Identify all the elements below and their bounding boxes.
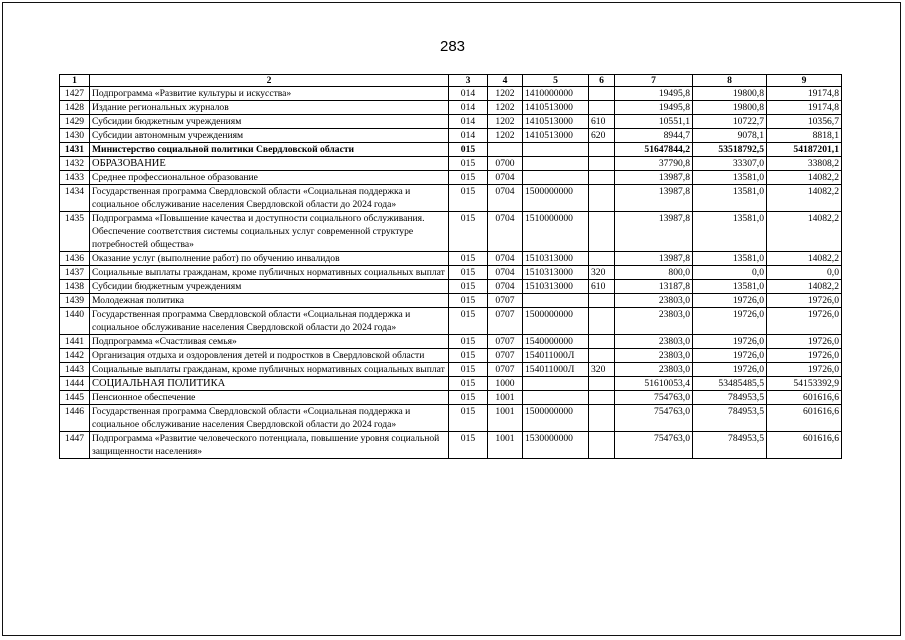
row-value-8: 19800,8	[693, 101, 767, 115]
row-code-target: 1410513000	[523, 115, 589, 129]
row-code-type	[589, 143, 615, 157]
row-value-7: 10551,1	[615, 115, 693, 129]
row-code-ministry: 015	[449, 308, 488, 335]
row-name: Государственная программа Свердловской области «Социальная поддержка и социальное обслуживание населения Свердловской области до 2024 года»	[90, 185, 449, 212]
row-number: 1433	[60, 171, 90, 185]
row-code-ministry: 015	[449, 405, 488, 432]
row-number: 1442	[60, 349, 90, 363]
row-code-section: 1001	[488, 391, 523, 405]
row-code-ministry: 015	[449, 335, 488, 349]
row-code-ministry: 014	[449, 101, 488, 115]
row-value-8: 19800,8	[693, 87, 767, 101]
row-value-9: 14082,2	[767, 171, 842, 185]
row-name: Оказание услуг (выполнение работ) по обучению инвалидов	[90, 252, 449, 266]
table-row	[60, 143, 842, 157]
row-code-section: 0707	[488, 363, 523, 377]
row-value-7: 23803,0	[615, 294, 693, 308]
row-code-section: 1000	[488, 377, 523, 391]
row-value-8: 13581,0	[693, 252, 767, 266]
row-code-section: 0707	[488, 308, 523, 335]
row-code-target: 1410513000	[523, 129, 589, 143]
row-code-ministry: 014	[449, 87, 488, 101]
row-value-7: 23803,0	[615, 335, 693, 349]
table-row	[60, 171, 842, 185]
row-value-9: 0,0	[767, 266, 842, 280]
row-code-target: 1540000000	[523, 335, 589, 349]
row-code-target: 1500000000	[523, 185, 589, 212]
row-number: 1434	[60, 185, 90, 212]
row-value-8: 784953,5	[693, 391, 767, 405]
row-value-8: 19726,0	[693, 363, 767, 377]
row-name: СОЦИАЛЬНАЯ ПОЛИТИКА	[90, 377, 449, 391]
header-cell: 4	[488, 75, 523, 87]
row-code-target: 1510000000	[523, 212, 589, 252]
row-code-type	[589, 171, 615, 185]
table-row	[60, 280, 842, 294]
row-value-7: 19495,8	[615, 101, 693, 115]
header-cell: 8	[693, 75, 767, 87]
row-number: 1444	[60, 377, 90, 391]
row-value-7: 13987,8	[615, 171, 693, 185]
row-number: 1437	[60, 266, 90, 280]
row-code-ministry: 015	[449, 280, 488, 294]
row-code-ministry: 015	[449, 363, 488, 377]
table-row	[60, 129, 842, 143]
row-code-type	[589, 377, 615, 391]
row-code-ministry: 015	[449, 391, 488, 405]
row-value-8: 13581,0	[693, 171, 767, 185]
row-code-type	[589, 405, 615, 432]
row-value-7: 23803,0	[615, 363, 693, 377]
row-code-section: 0700	[488, 157, 523, 171]
row-code-type: 320	[589, 266, 615, 280]
row-code-section: 0704	[488, 266, 523, 280]
header-cell: 6	[589, 75, 615, 87]
table-row	[60, 308, 842, 335]
row-name: Социальные выплаты гражданам, кроме публичных нормативных социальных выплат	[90, 363, 449, 377]
row-code-type	[589, 308, 615, 335]
row-value-7: 13987,8	[615, 252, 693, 266]
row-code-section: 1202	[488, 129, 523, 143]
table-row	[60, 101, 842, 115]
row-code-type	[589, 335, 615, 349]
row-name: Подпрограмма «Счастливая семья»	[90, 335, 449, 349]
row-code-target: 154011000Л	[523, 363, 589, 377]
table-row	[60, 294, 842, 308]
row-value-9: 8818,1	[767, 129, 842, 143]
row-value-7: 13187,8	[615, 280, 693, 294]
row-code-type: 320	[589, 363, 615, 377]
row-name: Подпрограмма «Развитие человеческого потенциала, повышение уровня социальной защищенности населения»	[90, 432, 449, 459]
row-value-9: 19726,0	[767, 308, 842, 335]
row-code-ministry: 015	[449, 349, 488, 363]
row-value-9: 14082,2	[767, 252, 842, 266]
row-name: Социальные выплаты гражданам, кроме публичных нормативных социальных выплат	[90, 266, 449, 280]
row-value-7: 754763,0	[615, 432, 693, 459]
row-value-9: 10356,7	[767, 115, 842, 129]
table-row	[60, 335, 842, 349]
row-code-target	[523, 377, 589, 391]
row-code-section: 0707	[488, 349, 523, 363]
header-cell: 1	[60, 75, 90, 87]
row-value-7: 754763,0	[615, 405, 693, 432]
row-code-target: 1510313000	[523, 266, 589, 280]
row-value-9: 19726,0	[767, 294, 842, 308]
row-value-8: 19726,0	[693, 308, 767, 335]
row-code-ministry: 014	[449, 129, 488, 143]
header-cell: 3	[449, 75, 488, 87]
row-value-8: 53518792,5	[693, 143, 767, 157]
row-code-ministry: 015	[449, 432, 488, 459]
row-code-type	[589, 101, 615, 115]
row-code-ministry: 015	[449, 266, 488, 280]
row-number: 1429	[60, 115, 90, 129]
row-number: 1438	[60, 280, 90, 294]
row-value-8: 19726,0	[693, 335, 767, 349]
row-code-target: 1510313000	[523, 280, 589, 294]
row-value-9: 19174,8	[767, 101, 842, 115]
row-value-9: 19726,0	[767, 349, 842, 363]
row-value-8: 19726,0	[693, 349, 767, 363]
row-value-9: 14082,2	[767, 212, 842, 252]
row-code-ministry: 015	[449, 185, 488, 212]
row-code-type	[589, 212, 615, 252]
row-code-ministry: 014	[449, 115, 488, 129]
table-header-row	[60, 75, 842, 87]
row-number: 1446	[60, 405, 90, 432]
row-value-7: 23803,0	[615, 308, 693, 335]
row-value-7: 23803,0	[615, 349, 693, 363]
row-value-9: 601616,6	[767, 432, 842, 459]
row-code-target	[523, 171, 589, 185]
row-code-target	[523, 391, 589, 405]
row-name: Подпрограмма «Повышение качества и доступности социального обслуживания. Обеспечение соответствия системы социальных услуг современной структуре потребностей общества»	[90, 212, 449, 252]
row-code-section: 0704	[488, 171, 523, 185]
row-number: 1430	[60, 129, 90, 143]
row-value-8: 13581,0	[693, 185, 767, 212]
row-value-7: 800,0	[615, 266, 693, 280]
row-code-type	[589, 157, 615, 171]
row-number: 1440	[60, 308, 90, 335]
row-value-9: 19726,0	[767, 335, 842, 349]
row-code-type	[589, 252, 615, 266]
row-code-ministry: 015	[449, 294, 488, 308]
row-value-9: 54187201,1	[767, 143, 842, 157]
row-value-9: 54153392,9	[767, 377, 842, 391]
row-code-target: 1510313000	[523, 252, 589, 266]
row-code-section	[488, 143, 523, 157]
page-number: 283	[439, 38, 466, 55]
row-name: ОБРАЗОВАНИЕ	[90, 157, 449, 171]
row-code-target: 1500000000	[523, 405, 589, 432]
row-name: Государственная программа Свердловской области «Социальная поддержка и социальное обслуживание населения Свердловской области до 2024 года»	[90, 308, 449, 335]
row-code-ministry: 015	[449, 143, 488, 157]
row-code-section: 1001	[488, 432, 523, 459]
row-name: Организация отдыха и оздоровления детей и подростков в Свердловской области	[90, 349, 449, 363]
row-code-section: 0704	[488, 252, 523, 266]
header-cell: 9	[767, 75, 842, 87]
row-code-section: 1202	[488, 101, 523, 115]
row-value-9: 14082,2	[767, 280, 842, 294]
row-name: Издание региональных журналов	[90, 101, 449, 115]
row-value-7: 13987,8	[615, 185, 693, 212]
row-value-8: 33307,0	[693, 157, 767, 171]
row-value-8: 784953,5	[693, 432, 767, 459]
row-code-type	[589, 349, 615, 363]
row-value-7: 19495,8	[615, 87, 693, 101]
row-code-ministry: 015	[449, 157, 488, 171]
row-code-type	[589, 432, 615, 459]
row-number: 1427	[60, 87, 90, 101]
table-row	[60, 432, 842, 459]
table-row	[60, 405, 842, 432]
row-name: Субсидии бюджетным учреждениям	[90, 115, 449, 129]
row-code-type: 610	[589, 115, 615, 129]
row-name: Пенсионное обеспечение	[90, 391, 449, 405]
row-value-7: 51647844,2	[615, 143, 693, 157]
budget-table	[59, 74, 842, 459]
header-cell: 7	[615, 75, 693, 87]
row-code-section: 0707	[488, 335, 523, 349]
row-name: Государственная программа Свердловской области «Социальная поддержка и социальное обслуживание населения Свердловской области до 2024 года»	[90, 405, 449, 432]
row-code-target: 1530000000	[523, 432, 589, 459]
row-value-8: 0,0	[693, 266, 767, 280]
table-row	[60, 212, 842, 252]
row-value-9: 19174,8	[767, 87, 842, 101]
row-code-ministry: 015	[449, 252, 488, 266]
row-name: Молодежная политика	[90, 294, 449, 308]
row-code-type	[589, 87, 615, 101]
row-value-8: 13581,0	[693, 212, 767, 252]
row-number: 1447	[60, 432, 90, 459]
row-number: 1432	[60, 157, 90, 171]
row-value-9: 601616,6	[767, 391, 842, 405]
row-number: 1443	[60, 363, 90, 377]
row-name: Субсидии бюджетным учреждениям	[90, 280, 449, 294]
row-code-section: 0707	[488, 294, 523, 308]
row-code-target: 1410513000	[523, 101, 589, 115]
row-number: 1436	[60, 252, 90, 266]
table-row	[60, 185, 842, 212]
row-value-7: 13987,8	[615, 212, 693, 252]
row-value-8: 53485485,5	[693, 377, 767, 391]
row-value-9: 33808,2	[767, 157, 842, 171]
row-value-8: 784953,5	[693, 405, 767, 432]
row-value-7: 51610053,4	[615, 377, 693, 391]
row-code-section: 0704	[488, 185, 523, 212]
row-code-type	[589, 391, 615, 405]
row-number: 1445	[60, 391, 90, 405]
row-number: 1428	[60, 101, 90, 115]
row-code-target: 1410000000	[523, 87, 589, 101]
row-code-type	[589, 294, 615, 308]
table-row	[60, 266, 842, 280]
header-cell: 2	[90, 75, 449, 87]
row-code-section: 0704	[488, 212, 523, 252]
row-code-section: 1001	[488, 405, 523, 432]
table-row	[60, 349, 842, 363]
table-row	[60, 391, 842, 405]
row-value-8: 10722,7	[693, 115, 767, 129]
row-code-section: 1202	[488, 87, 523, 101]
row-code-ministry: 015	[449, 171, 488, 185]
table-row	[60, 377, 842, 391]
row-number: 1435	[60, 212, 90, 252]
table-row	[60, 157, 842, 171]
row-code-target	[523, 143, 589, 157]
row-value-8: 19726,0	[693, 294, 767, 308]
row-name: Подпрограмма «Развитие культуры и искусства»	[90, 87, 449, 101]
row-code-section: 1202	[488, 115, 523, 129]
row-number: 1439	[60, 294, 90, 308]
row-value-9: 601616,6	[767, 405, 842, 432]
row-name: Среднее профессиональное образование	[90, 171, 449, 185]
row-value-8: 9078,1	[693, 129, 767, 143]
row-code-target	[523, 157, 589, 171]
row-code-type	[589, 185, 615, 212]
row-number: 1431	[60, 143, 90, 157]
row-value-7: 37790,8	[615, 157, 693, 171]
row-code-ministry: 015	[449, 212, 488, 252]
row-value-9: 19726,0	[767, 363, 842, 377]
row-number: 1441	[60, 335, 90, 349]
table-row	[60, 115, 842, 129]
table-row	[60, 252, 842, 266]
row-value-7: 8944,7	[615, 129, 693, 143]
row-code-target: 154011000Л	[523, 349, 589, 363]
row-value-8: 13581,0	[693, 280, 767, 294]
row-code-type: 610	[589, 280, 615, 294]
row-code-target	[523, 294, 589, 308]
row-code-type: 620	[589, 129, 615, 143]
row-value-9: 14082,2	[767, 185, 842, 212]
table-row	[60, 87, 842, 101]
row-name: Субсидии автономным учреждениям	[90, 129, 449, 143]
table-row	[60, 363, 842, 377]
row-code-ministry: 015	[449, 377, 488, 391]
row-code-section: 0704	[488, 280, 523, 294]
row-value-7: 754763,0	[615, 391, 693, 405]
row-name: Министерство социальной политики Свердловской области	[90, 143, 449, 157]
header-cell: 5	[523, 75, 589, 87]
row-code-target: 1500000000	[523, 308, 589, 335]
